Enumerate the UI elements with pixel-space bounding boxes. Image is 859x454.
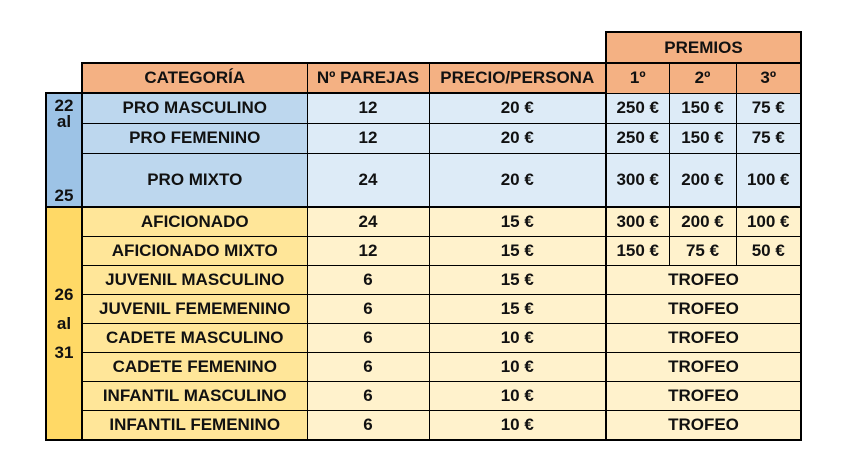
date-sep: al	[56, 314, 72, 333]
parejas-cell: 24	[307, 207, 429, 236]
category-cell: JUVENIL MASCULINO	[82, 265, 307, 294]
parejas-cell: 12	[307, 123, 429, 153]
date-range-aficionado	[46, 207, 82, 440]
date-start: 26	[54, 285, 74, 304]
parejas-cell: 6	[307, 381, 429, 410]
trophy-cell: TROFEO	[606, 265, 801, 294]
trophy-cell: TROFEO	[606, 294, 801, 323]
premios-header: PREMIOS	[606, 32, 801, 63]
parejas-cell: 6	[307, 265, 429, 294]
prize-1-cell: 250 €	[606, 93, 669, 123]
precio-cell: 10 €	[429, 410, 606, 440]
trophy-cell: TROFEO	[606, 323, 801, 352]
precio-cell: 10 €	[429, 352, 606, 381]
parejas-cell: 12	[307, 93, 429, 123]
prize-1-cell: 300 €	[606, 207, 669, 236]
parejas-cell: 6	[307, 323, 429, 352]
date-end: 25	[54, 186, 74, 205]
prize-1-cell: 150 €	[606, 236, 669, 265]
precio-cell: 20 €	[429, 123, 606, 153]
category-cell: PRO MIXTO	[82, 154, 307, 207]
trophy-cell: TROFEO	[606, 410, 801, 440]
parejas-cell: 6	[307, 352, 429, 381]
trophy-cell: TROFEO	[606, 352, 801, 381]
prize-3-cell: 75 €	[736, 123, 801, 153]
category-cell: CADETE FEMENINO	[82, 352, 307, 381]
category-cell: PRO FEMENINO	[82, 123, 307, 153]
parejas-cell: 6	[307, 294, 429, 323]
precio-cell: 10 €	[429, 381, 606, 410]
parejas-cell: 12	[307, 236, 429, 265]
trophy-cell: TROFEO	[606, 381, 801, 410]
category-cell: AFICIONADO MIXTO	[82, 236, 307, 265]
precio-cell: 15 €	[429, 207, 606, 236]
prize-3-cell: 50 €	[736, 236, 801, 265]
header-tercero: 3º	[736, 63, 801, 93]
header-parejas: Nº PAREJAS	[307, 63, 429, 93]
header-primero: 1º	[606, 63, 669, 93]
category-cell: PRO MASCULINO	[82, 93, 307, 123]
category-cell: CADETE MASCULINO	[82, 323, 307, 352]
header-segundo: 2º	[669, 63, 736, 93]
prize-2-cell: 150 €	[669, 123, 736, 153]
category-cell: INFANTIL FEMENINO	[82, 410, 307, 440]
precio-cell: 15 €	[429, 236, 606, 265]
blank-date-header	[46, 63, 82, 93]
parejas-cell: 6	[307, 410, 429, 440]
header-precio: PRECIO/PERSONA	[429, 63, 606, 93]
prize-2-cell: 200 €	[669, 207, 736, 236]
prize-3-cell: 75 €	[736, 93, 801, 123]
parejas-cell: 24	[307, 154, 429, 207]
date-end: 31	[54, 343, 74, 362]
category-cell: JUVENIL FEMEMENINO	[82, 294, 307, 323]
precio-cell: 15 €	[429, 294, 606, 323]
prize-1-cell: 250 €	[606, 123, 669, 153]
date-start: 22	[54, 96, 74, 115]
prize-3-cell: 100 €	[736, 207, 801, 236]
precio-cell: 10 €	[429, 323, 606, 352]
tournament-categories-table	[45, 31, 802, 441]
prize-1-cell: 300 €	[606, 154, 669, 207]
precio-cell: 20 €	[429, 93, 606, 123]
category-cell: INFANTIL MASCULINO	[82, 381, 307, 410]
prize-2-cell: 150 €	[669, 93, 736, 123]
precio-cell: 20 €	[429, 154, 606, 207]
header-categoria: CATEGORÍA	[82, 63, 307, 93]
prize-3-cell: 100 €	[736, 154, 801, 207]
category-cell: AFICIONADO	[82, 207, 307, 236]
prize-2-cell: 200 €	[669, 154, 736, 207]
precio-cell: 15 €	[429, 265, 606, 294]
prize-2-cell: 75 €	[669, 236, 736, 265]
date-range-pro	[46, 93, 82, 207]
blank-corner	[46, 32, 606, 63]
date-sep: al	[56, 112, 72, 131]
